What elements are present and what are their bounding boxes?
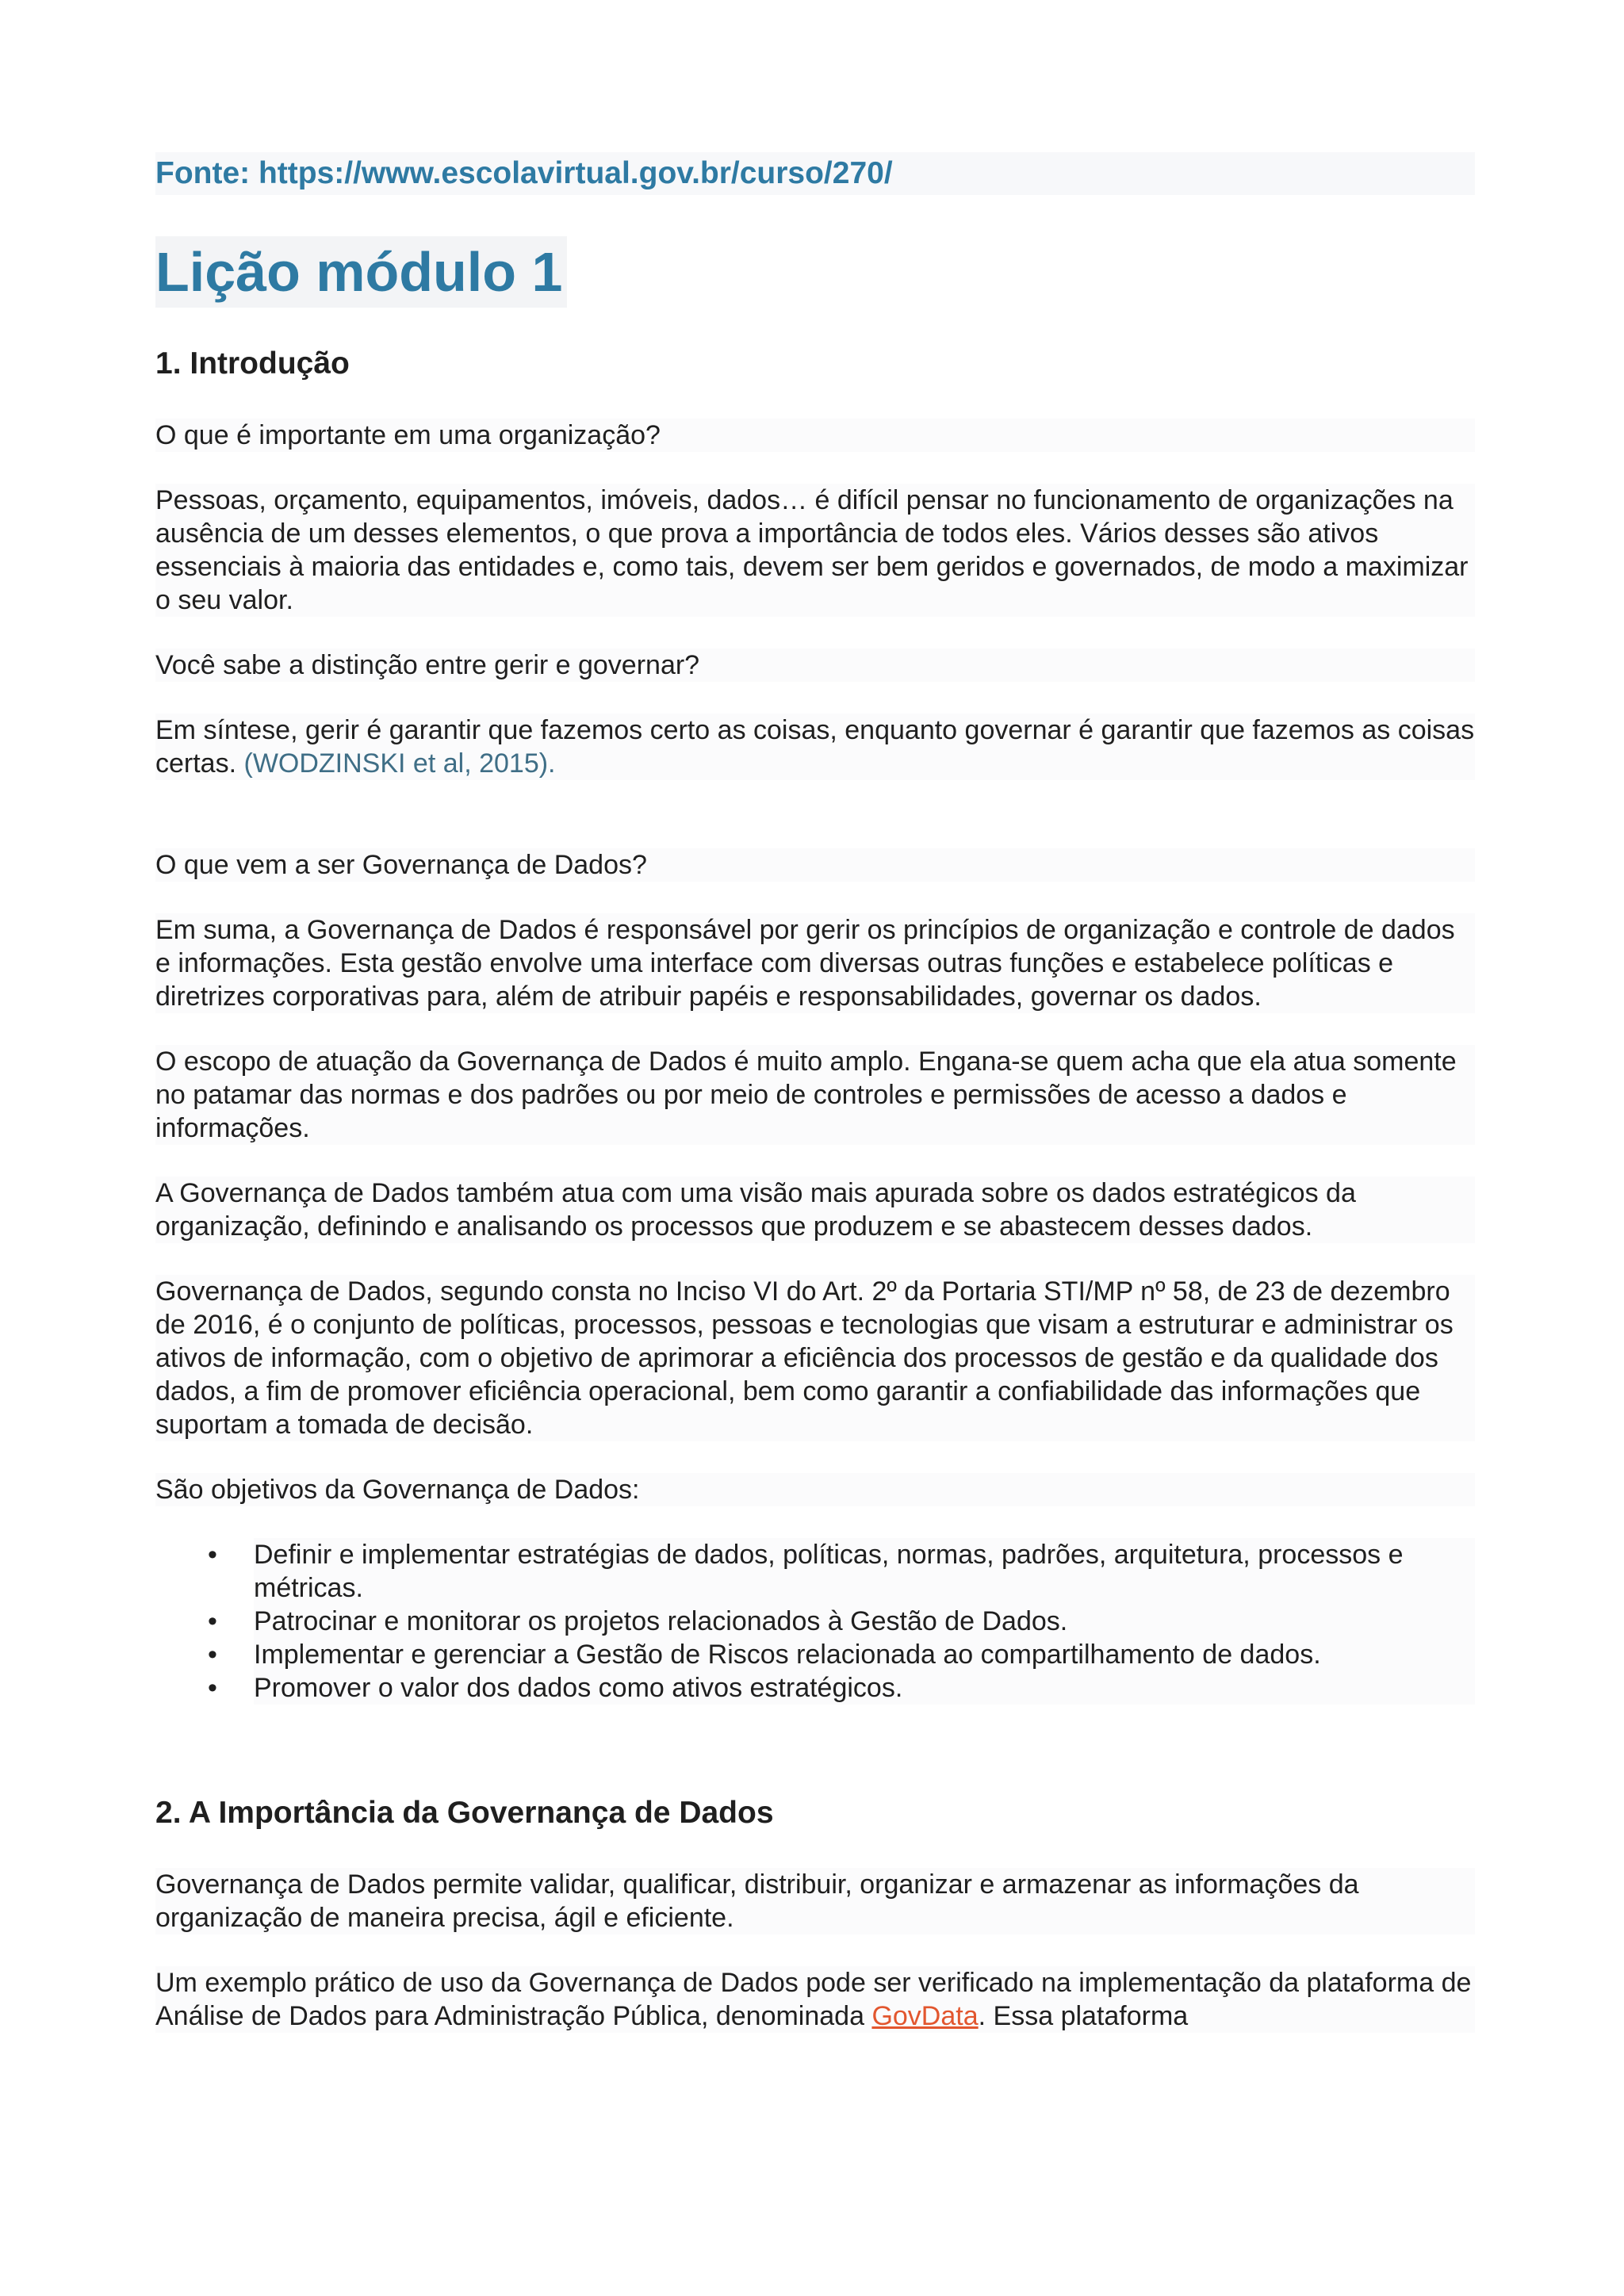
paragraph-scope: O escopo de atuação da Governança de Dados é muito amplo. Engana-se quem acha que ela atua somente no patamar das normas e dos padrões ou por meio de controles e permissões de acesso a dados e informações.: [155, 1045, 1475, 1145]
list-item-text: Definir e implementar estratégias de dados, políticas, normas, padrões, arquitetura, processos e métricas.: [254, 1540, 1404, 1603]
govdata-text-after: . Essa plataforma: [978, 2001, 1189, 2031]
question-manage-vs-govern: Você sabe a distinção entre gerir e governar?: [155, 649, 1475, 682]
bullet-icon: •: [208, 1640, 217, 1670]
list-item-text: Promover o valor dos dados como ativos estratégicos.: [254, 1673, 903, 1703]
list-item-text: Patrocinar e monitorar os projetos relacionados à Gestão de Dados.: [254, 1606, 1068, 1636]
bullet-icon: •: [208, 1540, 217, 1570]
paragraph-assets: Pessoas, orçamento, equipamentos, imóveis, dados… é difícil pensar no funcionamento de organizações na ausência de um desses elementos, o que prova a importância de todos eles. Vários desses são ativos essenciais à maioria das entidades e, como tais, devem ser bem geridos e governados, de modo a maximizar o seu valor.: [155, 484, 1475, 617]
paragraph-definition: Em suma, a Governança de Dados é responsável por gerir os princípios de organização e controle de dados e informações. Esta gestão envolve uma interface com diversas outras funções e estabelece políticas e diretrizes corporativas para, além de atribuir papéis e responsabilidades, governar os dados.: [155, 913, 1475, 1013]
question-importance: O que é importante em uma organização?: [155, 419, 1475, 452]
source-line: Fonte: https://www.escolavirtual.gov.br/curso/270/: [155, 152, 1475, 195]
list-item: [208, 1671, 1475, 1705]
list-item: [208, 1605, 1475, 1638]
paragraph-strategic-view: A Governança de Dados também atua com uma visão mais apurada sobre os dados estratégicos da organização, definindo e analisando os processos que produzem e se abastecem desses dados.: [155, 1177, 1475, 1243]
citation: (WODZINSKI et al, 2015).: [243, 748, 556, 779]
section-2-heading: 2. A Importância da Governança de Dados: [155, 1796, 774, 1830]
document-content: [155, 152, 1475, 2033]
synthesis-text: Em síntese, gerir é garantir que fazemos certo as coisas, enquanto governar é garantir que fazemos as coisas certas.: [155, 715, 1475, 779]
govdata-text-before: Um exemplo prático de uso da Governança de Dados pode ser verificado na implementação da plataforma de Análise de Dados para Administração Pública, denominada: [155, 1968, 1472, 2031]
bullet-icon: •: [208, 1673, 217, 1703]
paragraph-govdata-example: [155, 1966, 1475, 2033]
objectives-list: [155, 1538, 1475, 1705]
paragraph-portaria: Governança de Dados, segundo consta no Inciso VI do Art. 2º da Portaria STI/MP nº 58, de 23 de dezembro de 2016, é o conjunto de políticas, processos, pessoas e tecnologias que visam a estruturar e administrar os ativos de informação, com o objetivo de aprimorar a eficiência dos processos de gestão e da qualidade dos dados, a fim de promover eficiência operacional, bem como garantir a confiabilidade das informações que suportam a tomada de decisão.: [155, 1275, 1475, 1441]
list-item: [208, 1538, 1475, 1605]
list-item: [208, 1638, 1475, 1671]
govdata-link[interactable]: GovData: [871, 2001, 979, 2031]
page-title: Lição módulo 1: [155, 236, 567, 308]
list-item-text: Implementar e gerenciar a Gestão de Riscos relacionada ao compartilhamento de dados.: [254, 1640, 1321, 1670]
bullet-icon: •: [208, 1606, 217, 1636]
section-1-heading: 1. Introdução: [155, 346, 350, 381]
paragraph-synthesis: [155, 714, 1475, 780]
paragraph-importance: Governança de Dados permite validar, qualificar, distribuir, organizar e armazenar as informações da organização de maneira precisa, ágil e eficiente.: [155, 1868, 1475, 1934]
question-data-governance: O que vem a ser Governança de Dados?: [155, 848, 1475, 882]
paragraph-objectives-intro: São objetivos da Governança de Dados:: [155, 1473, 1475, 1506]
